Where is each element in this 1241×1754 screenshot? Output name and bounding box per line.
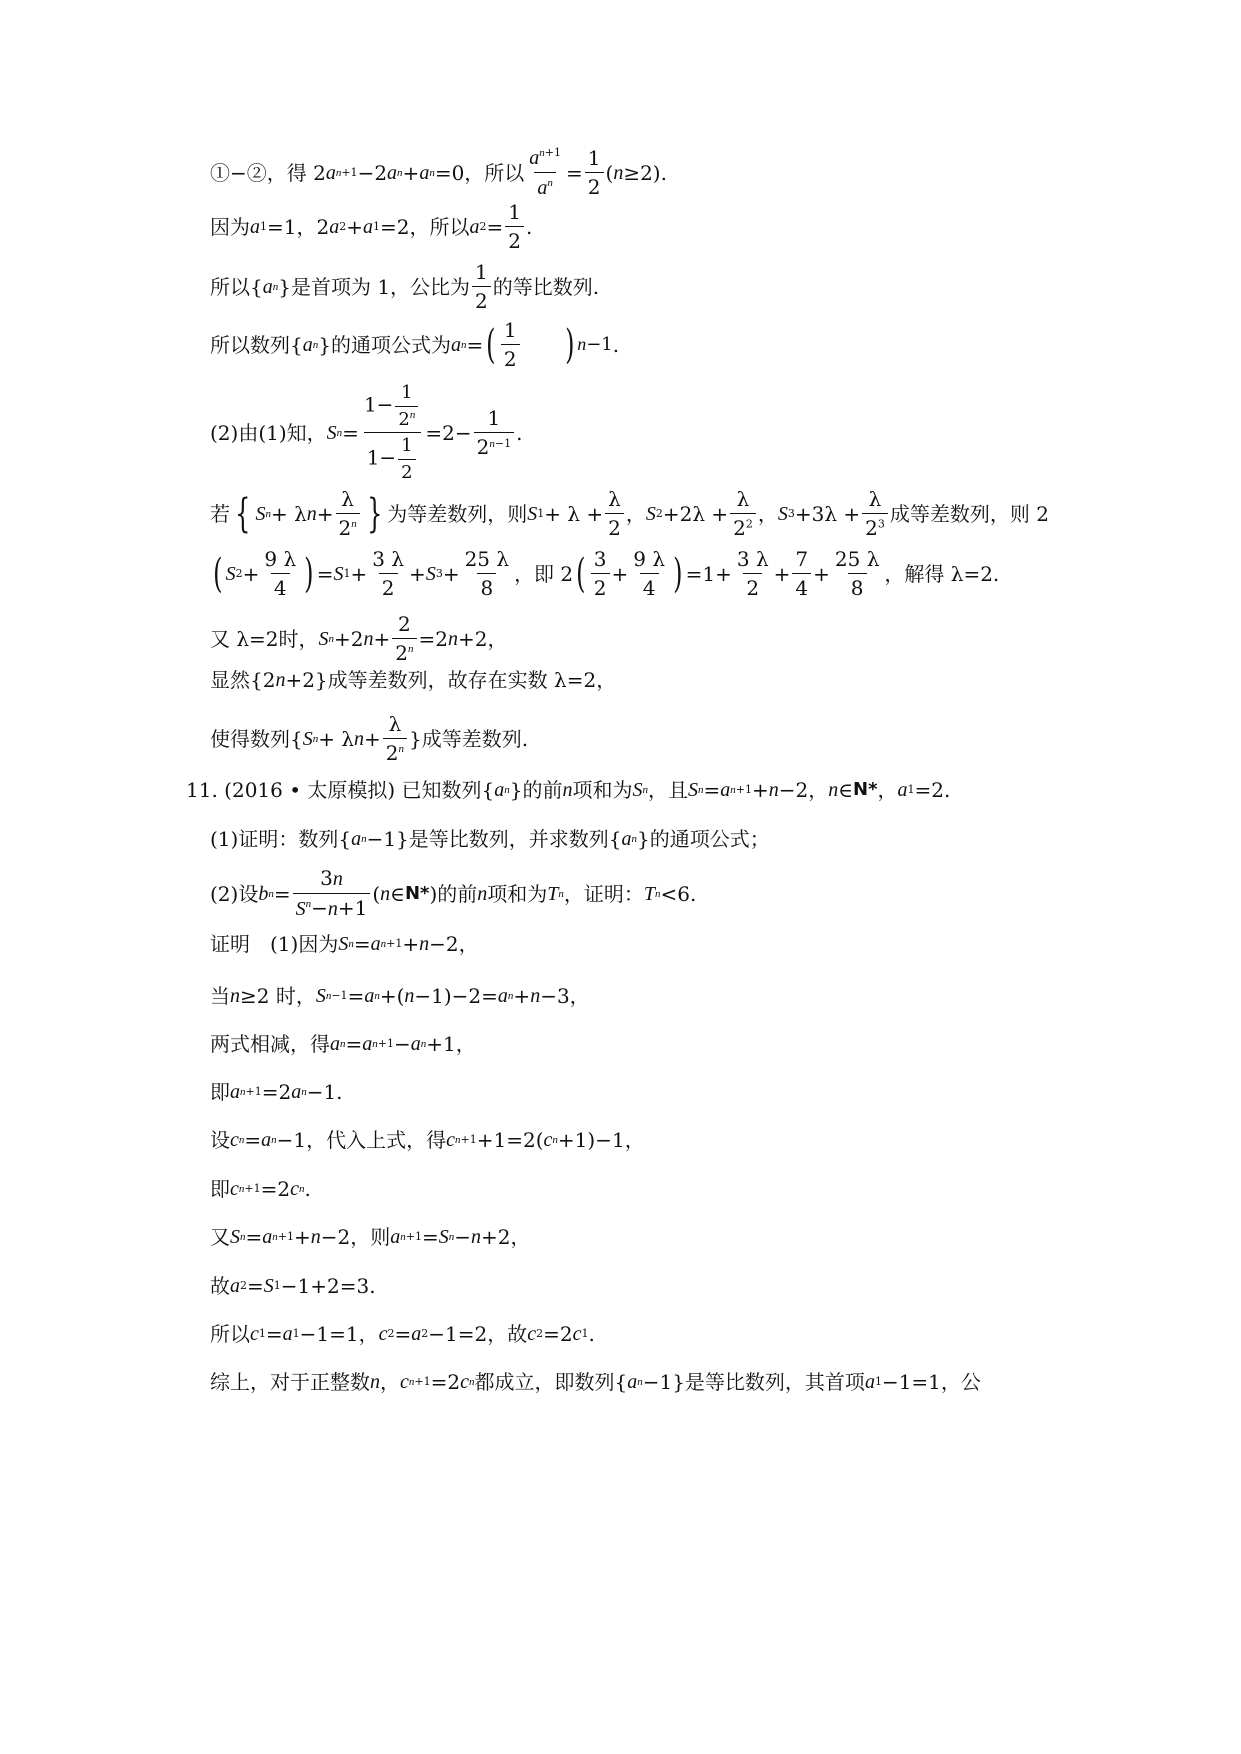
solution-line-3: 所以{ a n }是首项为 1，公比为 $\frac{1}{2}$ 的等比数列.	[210, 260, 600, 313]
text: 又	[210, 1225, 230, 1249]
text: ，代入上式，得	[306, 1128, 447, 1152]
text: 显然{2	[210, 668, 276, 692]
text: +	[346, 214, 363, 239]
text: ①−②，得 2	[210, 160, 326, 185]
text: 设	[210, 1128, 230, 1152]
question-part-1: (1)证明：数列{ a n −1}是等比数列，并求数列{ a n }的通项公式；	[210, 827, 770, 851]
solution-line-9: 显然{2 n +2}成等差数列，故存在实数 λ=2，	[210, 668, 617, 692]
text: ，且	[648, 778, 688, 802]
text: 为等差数列，则	[387, 501, 528, 526]
text: 即	[210, 1177, 230, 1201]
text: ，证明：	[563, 881, 644, 906]
text: 项和为	[572, 778, 633, 802]
text: 使得数列{	[210, 726, 303, 751]
proof-line-3: 两式相减，得 a n = a n+1 − a n +1，	[210, 1032, 476, 1056]
text: 的前	[437, 881, 478, 906]
question-11: 11. (2016 • 太原模拟) 已知数列{ a n }的前 n 项和为 S n ，且 S n = a n+1 + n −2， n ∈ N* ， a 1 =2.	[186, 778, 951, 802]
solution-line-2: 因为 a 1 =1，2 a 2 + a 1 =2，所以 a 2 = $\frac{1}{2}$ .	[210, 200, 533, 253]
text: =	[486, 214, 504, 239]
text: 所以{	[210, 274, 263, 299]
proof-line-2: 当 n ≥2 时， S n−1 = a n +( n −1)−2= a n + n −3，	[210, 984, 590, 1008]
text: 的等比数列.	[492, 274, 600, 299]
solution-line-6: 若 { S n + λ n + $\frac{\lambda}{2^n}$ } 为等差数列，则 S 1 + λ + $\frac{\lambda}{2}$ ， S 2 +2λ + $\frac{\lambda}{2^2}$ ， S 3 +3λ + $\frac{\lambda}{2^3}$ 成等差数列，则 2	[210, 487, 1049, 540]
solution-line-5: (2)由(1)知， S n = 1− $\frac{1}{2^n}$ 1− $\frac{1}{2}$ =2− $\frac{1}{2^{n-1}}$ .	[210, 382, 523, 483]
text: 即	[210, 1080, 230, 1104]
text: }成等差数列.	[409, 726, 529, 751]
text: (2)设	[210, 881, 259, 906]
text: ，即 2	[514, 561, 574, 586]
text: }是首项为 1，公比为	[278, 274, 471, 299]
text: −1=1，公	[881, 1370, 981, 1394]
text: (2)由(1)知，	[210, 420, 327, 445]
text: 故	[210, 1274, 230, 1298]
fraction: $\frac{a^{n+1}}{a^n}$	[529, 146, 562, 199]
text: 若	[210, 501, 230, 526]
text: 综上，对于正整数	[210, 1370, 370, 1394]
solution-line-8: 又 λ=2 时， S n +2 n + $\frac{2}{2^n}$ =2 n +2，	[210, 612, 508, 665]
text: ，故	[487, 1322, 528, 1346]
solution-line-7: ( S 2 + $\frac{9 \lambda}{4}$ ) = S 1 + $\frac{3 \lambda}{2}$ + S 3 + $\frac{25 \lambda}{8}$ ，即 2 ( $\frac{3}{2}$ + $\frac{9 \lambda}{4}$ ) =1+ $\frac{3 \lambda}{2}$ + $\frac{7}{4}$ + $\frac{25 \lambda}{8}$ ，解得 λ=2.	[213, 547, 1000, 600]
text: −1}是等比数列，并求数列{	[366, 827, 622, 851]
text: 证明 (1)因为	[210, 932, 339, 956]
proof-line-4: 即 a n+1 =2 a n −1.	[210, 1080, 343, 1104]
text: (1)证明：数列{	[210, 827, 352, 851]
solution-line-1: ①−②，得 2 a n+1 −2 a n + a n =0，所以 $\frac{a^{n+1}}{a^n}$ = $\frac{1}{2}$ ( n ≥2).	[210, 146, 667, 199]
text: ，解得	[884, 561, 945, 586]
text: −1}是等比数列，其首项	[642, 1370, 865, 1394]
solution-line-10: 使得数列{ S n + λ n + $\frac{\lambda}{2^n}$ }成等差数列.	[210, 712, 529, 765]
text: }的通项公式为	[318, 332, 451, 357]
text: 都成立，即数列{	[474, 1370, 628, 1394]
text: −2	[357, 160, 388, 185]
text: }的前	[509, 778, 563, 802]
text: =0，所以	[434, 160, 525, 185]
text: 因为	[210, 214, 250, 239]
proof-line-6: 即 c n+1 =2 c n .	[210, 1177, 311, 1201]
proof-line-5: 设 c n = a n −1 ，代入上式，得 c n+1 +1=2( c n +1)−1，	[210, 1128, 645, 1152]
proof-line-9: 所以 c 1 = a 1 −1=1， c 2 = a 2 −1=2 ，故 c 2 =2 c 1 .	[210, 1322, 595, 1346]
proof-line-7: 又 S n = a n+1 + n −2 ，则 a n+1 = S n − n +2，	[210, 1225, 531, 1249]
text: }的通项公式；	[637, 827, 770, 851]
text: +	[402, 160, 420, 185]
proof-line-8: 故 a 2 = S 1 −1+2=3.	[210, 1274, 376, 1298]
question-part-2: (2)设 b n = $\frac{3n}{S^n-n+1}$ ( n ∈ N* ) 的前 n 项和为 T n ，证明： T n <6.	[210, 866, 697, 920]
proof-line-1: 证明 (1)因为 S n = a n+1 + n −2，	[210, 932, 479, 956]
text: =2，所以	[379, 214, 470, 239]
text: 又	[210, 626, 230, 651]
text: ≥2 时，	[240, 984, 316, 1008]
text: 当	[210, 984, 230, 1008]
solution-line-4: 所以数列{ a n }的通项公式为 a n = ( $\frac{1}{2}$ ) n−1 .	[210, 318, 620, 371]
text: +2}成等差数列，故存在实数	[285, 668, 548, 692]
proof-line-10: 综上，对于正整数 n ， c n+1 =2 c n 都成立，即数列{ a n −1}是等比数列，其首项 a 1 −1=1，公	[210, 1370, 981, 1394]
text: 项和为	[487, 881, 548, 906]
text: ，则	[350, 1225, 391, 1249]
text: =1，2	[267, 214, 330, 239]
text: 成等差数列，则 2	[889, 501, 1049, 526]
text: 所以	[210, 1322, 250, 1346]
text: 两式相减，得	[210, 1032, 330, 1056]
text: 11. (2016 • 太原模拟) 已知数列{	[186, 778, 495, 802]
text: 时，	[278, 626, 319, 651]
text: 所以数列{	[210, 332, 303, 357]
